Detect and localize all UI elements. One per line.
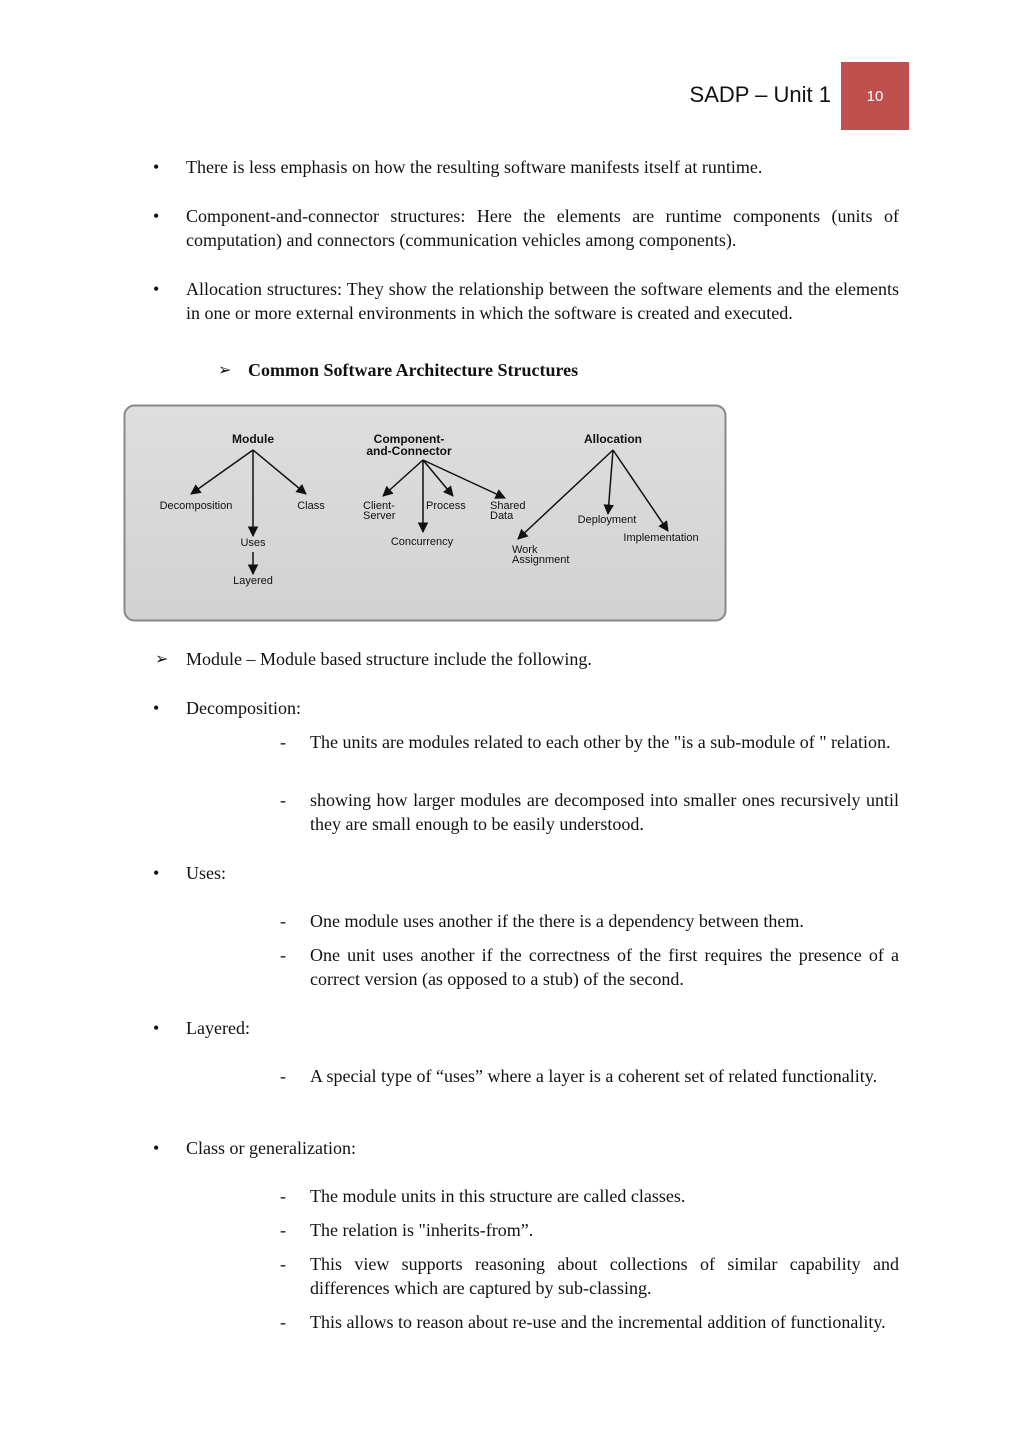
intro-bullet-2: Component-and-connector structures: Here the elements are runtime components (units of computation) and connectors (communication vehicles among components). [186, 206, 899, 250]
uses-label: Uses [240, 537, 266, 549]
work-label-line2: Assignment [512, 554, 570, 566]
dash-bullet: - [280, 1254, 286, 1274]
bullet-icon: • [153, 863, 160, 883]
implementation-label: Implementation [623, 532, 699, 544]
concurrency-label: Concurrency [390, 536, 454, 548]
dash-bullet: - [280, 732, 286, 752]
module-intro: Module – Module based structure include the following. [186, 649, 592, 669]
bullet-icon: • [153, 206, 160, 226]
shared-label-line2: Data [490, 510, 514, 522]
section-heading: Common Software Architecture Structures [248, 360, 579, 380]
class-title: Class or generalization: [186, 1138, 356, 1158]
class-item-1: The module units in this structure are called classes. [310, 1186, 686, 1206]
class-item-2: The relation is "inherits-from”. [310, 1220, 534, 1240]
shared-label-line1: Shared [490, 500, 526, 512]
decomposition-title: Decomposition: [186, 698, 301, 718]
class-item-3: This view supports reasoning about collections of similar capability and differences which are captured by sub-classing. [310, 1254, 899, 1298]
dash-bullet: - [280, 911, 286, 931]
dash-bullet: - [280, 1312, 286, 1332]
header-title: SADP – Unit 1 [689, 82, 831, 107]
allocation-title: Allocation [583, 432, 643, 446]
decomposition-item-2: showing how larger modules are decomposed into smaller ones recursively until they are small enough to be easily understood. [310, 790, 899, 834]
process-label: Process [426, 500, 466, 512]
bullet-icon: • [153, 698, 160, 718]
client-label-line1: Client- [363, 500, 395, 512]
work-label-line1: Work [512, 544, 538, 556]
layered-label: Layered [233, 575, 273, 587]
component-title-line2: and-Connector [366, 444, 452, 458]
bullet-icon: • [153, 1018, 160, 1038]
intro-bullet-1: There is less emphasis on how the resulting software manifests itself at runtime. [186, 157, 763, 177]
uses-item-2: One unit uses another if the correctness of the first requires the presence of a correct version (as opposed to a stub) of the second. [310, 945, 899, 989]
class-item-4: This allows to reason about re-use and the incremental addition of functionality. [310, 1312, 886, 1332]
layered-title: Layered: [186, 1018, 250, 1038]
dash-bullet: - [280, 1186, 286, 1206]
bullet-icon: • [153, 1138, 160, 1158]
component-title-line1: Component- [373, 432, 445, 446]
intro-bullet-3: Allocation structures: They show the relationship between the software elements and the elements in one or more external environments in which the software is created and executed. [186, 279, 899, 323]
dash-bullet: - [280, 790, 286, 810]
arrow-bullet-icon: ➢ [218, 360, 232, 379]
architecture-structures-diagram [123, 404, 727, 622]
module-title: Module [232, 432, 274, 446]
bullet-icon: • [153, 157, 160, 177]
dash-bullet: - [280, 945, 286, 965]
bullet-icon: • [153, 279, 160, 299]
decomposition-item-1: The units are modules related to each other by the "is a sub-module of " relation. [310, 732, 891, 752]
layered-item-1: A special type of “uses” where a layer is a coherent set of related functionality. [310, 1066, 878, 1086]
dash-bullet: - [280, 1220, 286, 1240]
uses-item-1: One module uses another if the there is a dependency between them. [310, 911, 804, 931]
uses-title: Uses: [186, 863, 226, 883]
dash-bullet: - [280, 1066, 286, 1086]
arrow-bullet-icon: ➢ [155, 649, 169, 668]
page-number: 10 [866, 88, 884, 105]
page-number-badge [841, 62, 909, 130]
decomposition-label: Decomposition [159, 500, 233, 512]
deployment-label: Deployment [577, 514, 637, 526]
client-label-line2: Server [363, 510, 396, 522]
class-label: Class [297, 500, 325, 512]
